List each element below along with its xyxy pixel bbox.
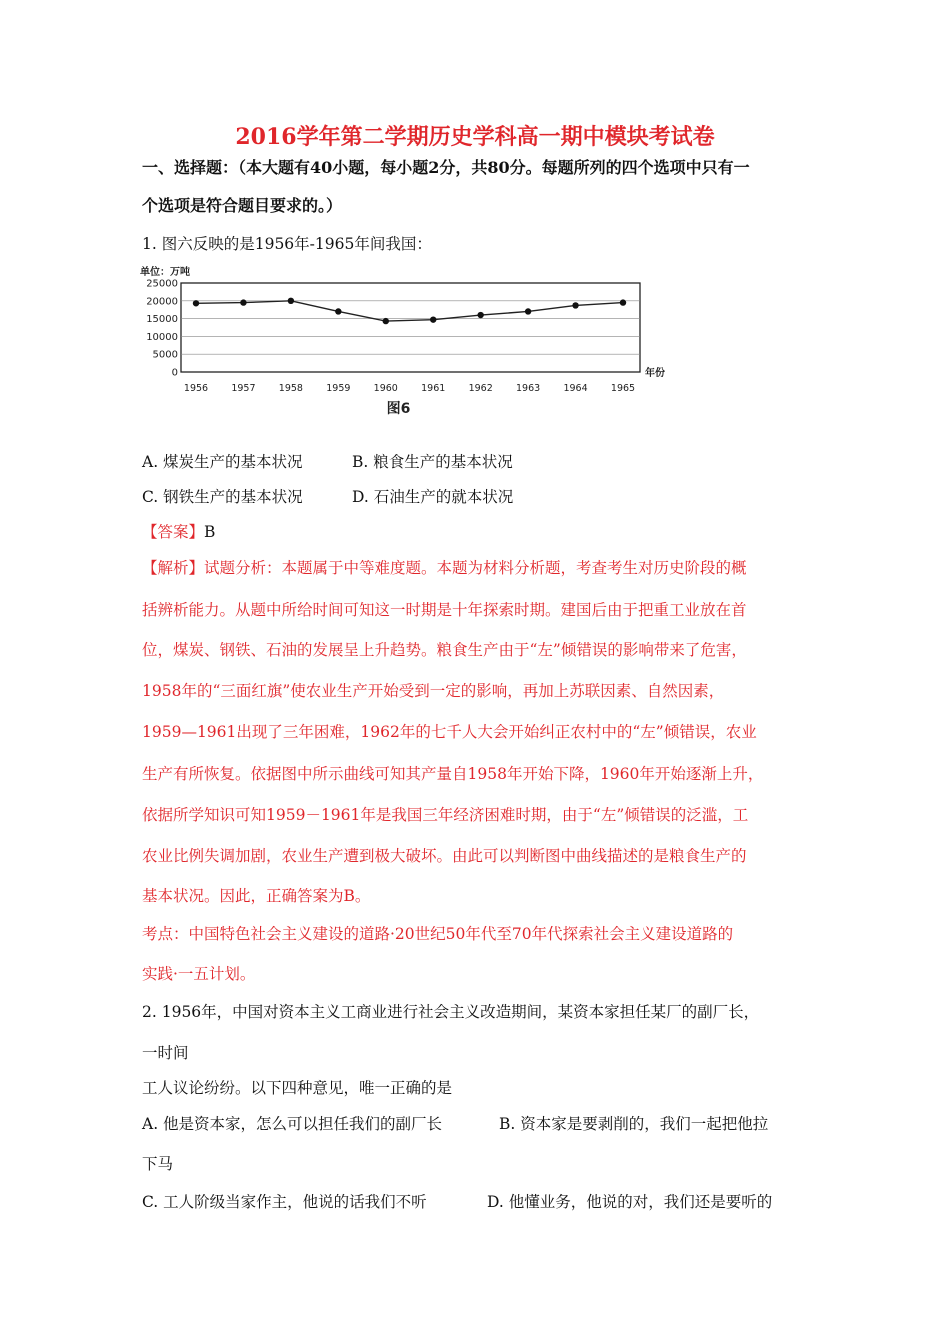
x-tick-label: 1962 bbox=[468, 383, 493, 394]
q1-option-c: C. 钢铁生产的基本状况 bbox=[142, 488, 303, 506]
question-1-stem: 1. 图六反映的是1956年-1965年间我国： bbox=[142, 235, 432, 253]
y-tick-label: 10000 bbox=[146, 331, 178, 343]
q2-stem-line-3: 工人议论纷纷。以下四种意见，唯一正确的是 bbox=[142, 1079, 453, 1097]
data-point bbox=[430, 316, 436, 322]
q1-analysis-line-9: 基本状况。因此，正确答案为B。 bbox=[142, 887, 371, 905]
plot-frame bbox=[181, 283, 640, 372]
q2-stem-line-1: 2. 1956年，中国对资本主义工商业进行社会主义改造期间，某资本家担任某厂的副厂长， bbox=[142, 1003, 760, 1021]
x-tick-label: 1961 bbox=[421, 383, 446, 394]
q1-analysis-line-3: 位，煤炭、钢铁、石油的发展呈上升趋势。粮食生产由于“左”倾错误的影响带来了危害， bbox=[142, 641, 747, 659]
x-tick-label: 1964 bbox=[563, 383, 588, 394]
data-point bbox=[240, 299, 246, 305]
q1-analysis-line-8: 农业比例失调加剧，农业生产遭到极大破坏。由此可以判断图中曲线描述的是粮食生产的 bbox=[142, 847, 747, 865]
series-line bbox=[196, 301, 623, 321]
q2-option-b: B. 资本家是要剥削的，我们一起把他拉 bbox=[499, 1115, 769, 1133]
data-point bbox=[620, 299, 626, 305]
q1-kaodian-line-2: 实践·一五计划。 bbox=[142, 965, 256, 983]
data-point bbox=[193, 300, 199, 306]
x-tick-label: 1959 bbox=[326, 383, 351, 394]
y-tick-label: 20000 bbox=[146, 296, 178, 308]
q2-stem-line-2: 一时间 bbox=[142, 1044, 189, 1062]
section-instructions-line2: 个选项是符合题目要求的。） bbox=[142, 196, 343, 215]
answer-value: B bbox=[204, 523, 216, 541]
data-point bbox=[335, 308, 341, 314]
q1-analysis-line-2: 括辨析能力。从题中所给时间可知这一时期是十年探索时期。建国后由于把重工业放在首 bbox=[142, 601, 747, 619]
x-tick-label: 1963 bbox=[516, 383, 541, 394]
q1-answer bbox=[142, 520, 215, 542]
q1-analysis-line-5: 1959—1961出现了三年困难，1962年的七千人大会开始纠正农村中的“左”倾错误，农业 bbox=[142, 723, 757, 741]
y-tick-label: 15000 bbox=[146, 314, 178, 326]
page-title: 2016学年第二学期历史学科高一期中模块考试卷 bbox=[235, 124, 715, 150]
analysis-line-text: 试题分析：本题属于中等难度题。本题为材料分析题，考查考生对历史阶段的概 bbox=[204, 559, 747, 577]
section-instructions-line1: 一、选择题：（本大题有40小题，每小题2分，共80分。每题所列的四个选项中只有一 bbox=[142, 158, 750, 177]
x-axis-label: 年份 bbox=[645, 368, 665, 379]
q2-option-c: C. 工人阶级当家作主，他说的话我们不听 bbox=[142, 1193, 427, 1211]
figure-caption: 图6 bbox=[386, 401, 411, 417]
q1-analysis-line-6: 生产有所恢复。依据图中所示曲线可知其产量自1958年开始下降，1960年开始逐渐上升， bbox=[142, 765, 764, 783]
data-point bbox=[383, 318, 389, 324]
answer-tag: 【答案】 bbox=[142, 523, 205, 541]
y-axis-label: 单位：万吨 bbox=[140, 267, 190, 278]
q2-option-d: D. 他懂业务，他说的对，我们还是要听的 bbox=[487, 1193, 773, 1211]
q1-analysis-line-1 bbox=[142, 556, 747, 578]
q1-analysis-line-7: 依据所学知识可知1959－1961年是我国三年经济困难时期，由于“左”倾错误的泛滥，工 bbox=[142, 806, 749, 824]
x-tick-label: 1957 bbox=[231, 383, 256, 394]
q1-analysis-line-4: 1958年的“三面红旗”使农业生产开始受到一定的影响，再加上苏联因素、自然因素， bbox=[142, 682, 725, 700]
q1-option-a: A. 煤炭生产的基本状况 bbox=[142, 453, 303, 471]
q2-option-b-continued: 下马 bbox=[142, 1155, 174, 1173]
x-tick-label: 1956 bbox=[183, 383, 209, 394]
data-point bbox=[477, 312, 483, 318]
q1-option-d: D. 石油生产的就本状况 bbox=[352, 488, 514, 506]
q1-option-b: B. 粮食生产的基本状况 bbox=[352, 453, 513, 471]
line-chart bbox=[140, 265, 700, 425]
y-tick-label: 0 bbox=[171, 367, 178, 379]
data-point bbox=[525, 308, 531, 314]
x-tick-label: 1960 bbox=[373, 383, 398, 394]
y-tick-label: 25000 bbox=[146, 278, 178, 290]
q2-option-a: A. 他是资本家，怎么可以担任我们的副厂长 bbox=[142, 1115, 443, 1133]
y-tick-label: 5000 bbox=[152, 349, 178, 361]
analysis-tag: 【解析】 bbox=[142, 559, 205, 577]
x-tick-label: 1965 bbox=[610, 383, 636, 394]
x-tick-label: 1958 bbox=[278, 383, 303, 394]
q1-kaodian-line-1: 考点：中国特色社会主义建设的道路·20世纪50年代至70年代探索社会主义建设道路的 bbox=[142, 925, 734, 943]
data-point bbox=[572, 302, 578, 308]
data-point bbox=[288, 298, 294, 304]
